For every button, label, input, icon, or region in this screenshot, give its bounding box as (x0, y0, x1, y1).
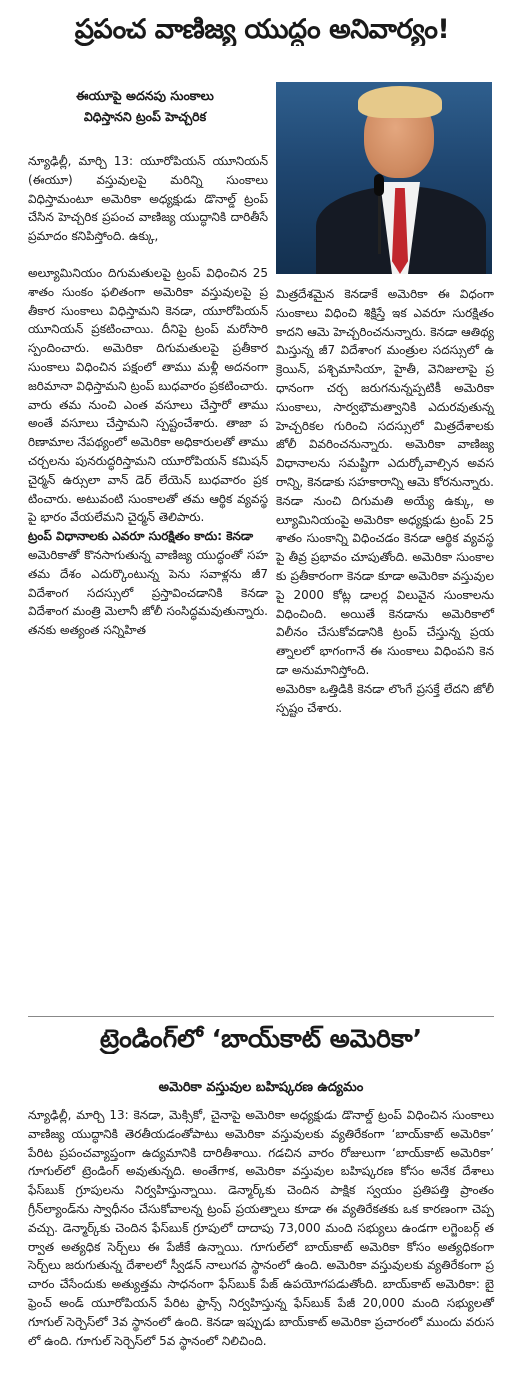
story1-headline: ప్రపంచ వాణిజ్య యుద్ధం అనివార్యం! (74, 14, 450, 45)
story1-col2 (276, 285, 494, 717)
story1-col1-end: అమెరికాతో కొనసాగుతున్న వాణిజ్య యుద్ధంతో సహ తమ దేశం ఎదుర్కొంటున్న పెను సవాళ్లను జీ7 విదేశాంగ సదస్సులో ప్రస్తావించడానికి కెనడా విదేశాంగ మంత్రి మెలానీ జోలీ సంసిద్ధమవుతున్నారు. తనకు అత్యంత సన్నిహిత (28, 547, 268, 638)
story1-col1-top-text: న్యూఢిల్లీ, మార్చి 13: యూరోపియన్ యూనియన్ (ఈయూ) వస్తువులపై మరిన్ని సుంకాలు విధిస్తామంటూ అమెరికా అధ్యక్షుడు డొనాల్డ్ ట్రంప్ చేసిన హెచ్చరిక ప్రపంచ వాణిజ్య యుద్ధానికి దారితీసే ప్రమాదం కనిపిస్తోంది. ఉక్కు, (28, 154, 268, 244)
story1-col2-para1: మిత్రదేశమైన కెనడాకే అమెరికా ఈ విధంగా సుంకాలు విధించి శిక్షిస్తే ఇక ఎవరూ సురక్షితం కాదని ఆమె హెచ్చరించనున్నారు. కెనడా ఆతిథ్యమిస్తున్న జీ7 విదేశాంగ మంత్రుల సదస్సులో ఉక్రెయిన్, పశ్చిమాసియా, హైతీ, వెనిజులాపై ప్రధానంగా చర్చ జరుగనున్నప్పటికీ అమెరికా సుంకాలు, సార్వభౌమత్వానికి ఎదురవుతున్న హెచ్చరికల గురించి సదస్సులో మిత్రదేశాలకు జోలీ వివరించనున్నారు. అమెరికా వాణిజ్య విధానాలను సమష్టిగా ఎదుర్కోవాల్సిన అవసరాన్ని, కెనడాకు సహకారాన్ని ఆమె కోరనున్నారు. కెనడా నుంచి దిగుమతి అయ్యే ఉక్కు, అల్యూమినియంపై అమెరికా అధ్యక్షుడు ట్రంప్ 25 శాతం సుంకాన్ని విధించడం కెనడా ఆర్థిక వ్యవస్థపై తీవ్ర ప్రభావం చూపుతోంది. అమెరికా సుంకాలకు ప్రతీకారంగా కెనడా కూడా అమెరికా వస్తువులపై 2000 కోట్ల డాలర్ల విలువైన సుంకాలను విధించింది. అయితే కెనడాను అమెరికాలో విలీనం చేసుకోవడానికి ట్రంప్ చేస్తున్న ప్రయత్నాలలో భాగంగానే ఈ సుంకాలు విధింపని కెనడా అనుమానిస్తోంది. (276, 287, 494, 677)
story1-subhead-line1: ఈయూపై అదనపు సుంకాలు (76, 88, 214, 103)
story2-body-text: న్యూఢిల్లీ, మార్చి 13: కెనడా, మెక్సికో, చైనాపై అమెరికా అధ్యక్షుడు డొనాల్డ్ ట్రంప్ విధించిన సుంకాలు వాణిజ్య యుద్ధానికి తెరతీయడంతోపాటు అమెరికా వస్తువులకు వ్యతిరేకంగా ‘బాయ్‌కాట్ అమెరికా’ పేరిట ప్రపంచవ్యాప్తంగా ఉద్యమానికి దారితీశాయి. గడచిన వారం రోజులుగా ‘బాయ్‌కాట్ అమెరికా’ గూగుల్‌లో ట్రెండింగ్ అవుతున్నది. అంతేగాక, అమెరికా వస్తువుల బహిష్కరణ కోసం అనేక దేశాలు ఫేస్‌బుక్ గ్రూపులను నిర్వహిస్తున్నాయి. డెన్మార్క్‌కు చెందిన పాక్షిక స్వయం ప్రతిపత్తి ప్రాంతం గ్రీన్‌ల్యాండ్‌ను స్వాధీనం చేసుకోవాలన్న ట్రంప్ ప్రయత్నాలు కూడా ఈ వ్యతిరేకతకు ఒక కారణంగా చెప్పవచ్చు. డెన్మార్క్‌కు చెందిన ఫేస్‌బుక్ గ్రూపులో దాదాపు 73,000 మంది సభ్యులు ఉండగా లగ్జెంబర్గ్ తర్వాత అత్యధిక సెర్చ్‌లు ఈ పేజీకే ఉన్నాయి. గూగుల్‌లో బాయ్‌కాట్ అమెరికా కోసం అత్యధికంగా సెర్చ్‌లు జరుగుతున్న దేశాలలో స్వీడన్ నాలుగవ స్థానంలో ఉంది. అమెరికా వస్తువులకు వ్యతిరేకంగా ప్రచారం చేసేందుకు అత్యుత్తమ సాధనంగా ఫేస్‌బుక్ పేజ్ ఉపయోగపడుతోంది. బాయ్‌కాట్ అమెరికా: బై ఫ్రెంచ్ అండ్ యూరోపియన్ పేరిట ఫ్రాన్స్ నిర్వహిస్తున్న ఫేస్‌బుక్ పేజీ 20,000 మంది సభ్యులతో గూగుల్ సెర్చెస్‌లో 3వ స్థానంలో ఉంది. కెనడా ఇప్పుడు బాయ్‌కాట్ అమెరికా ప్రచారంలో ముందు వరుసలో ఉంది. గూగుల్ సెర్చెస్‌లో 5వ స్థానంలో నిలిచింది. (28, 1108, 494, 1348)
story1-photo (276, 82, 492, 274)
story1-subhead (30, 86, 260, 127)
story1-col1 (28, 264, 268, 640)
story2-body (28, 1106, 494, 1350)
story1-col1-body: అల్యూమినియం దిగుమతులపై ట్రంప్ విధించిన 25 శాతం సుంకం ఫలితంగా అమెరికా వస్తువులపై ప్రతీకార సుంకాలు విధిస్తామని కెనడా, యూరోపియన్ యూనియన్ ప్రకటించాయి. దీనిపై ట్రంప్ మరోసారి స్పందించారు. అమెరికా దిగుమతులపై ప్రతీకార సుంకాలు విధించిన పక్షంలో తాము మళ్లీ అదనంగా జరిమానా విధిస్తామని ట్రంప్ బుధవారం ప్రకటించారు. వారు తమ నుంచి ఎంత వసూలు చేస్తారో తాము అంతే వసూలు చేస్తామని స్పష్టంచేశారు. తాజా పరిణామాల నేపథ్యంలో అమెరికా అధికారులతో తాము చర్చలను పునరుద్ధరిస్తామని యూరోపియన్ కమిషన్ చైర్మన్ ఉర్సులా వాన్ డెర్ లేయెన్ బుధవారం ప్రకటించారు. అటువంటి సుంకాలతో తమ ఆర్థిక వ్యవస్థపై భారం వేయలేమని చైర్మన్ తెలిపారు. (28, 266, 268, 525)
story2-headline: ట్రెండింగ్‌లో ‘బాయ్‌కాట్ అమెరికా’ (99, 1024, 423, 1053)
photo-hair (358, 86, 442, 118)
microphone-icon (374, 174, 384, 196)
story1-subhead-line2: విధిస్తానని ట్రంప్ హెచ్చరిక (83, 108, 207, 124)
photo-mic-stem (378, 194, 381, 254)
story1-col1-subheading: ట్రంప్ విధానాలకు ఎవరూ సురక్షితం కాదు: కెనడా (28, 529, 254, 544)
story2-subhead: అమెరికా వస్తువుల బహిష్కరణ ఉద్యమం (158, 1080, 364, 1095)
story-divider (28, 1016, 494, 1017)
story1-col2-para2: అమెరికా ఒత్తిడికి కెనడా లొంగే ప్రసక్తే లేదని జోలీ స్పష్టం చేశారు. (276, 681, 494, 715)
story1-col1-top (28, 152, 268, 246)
